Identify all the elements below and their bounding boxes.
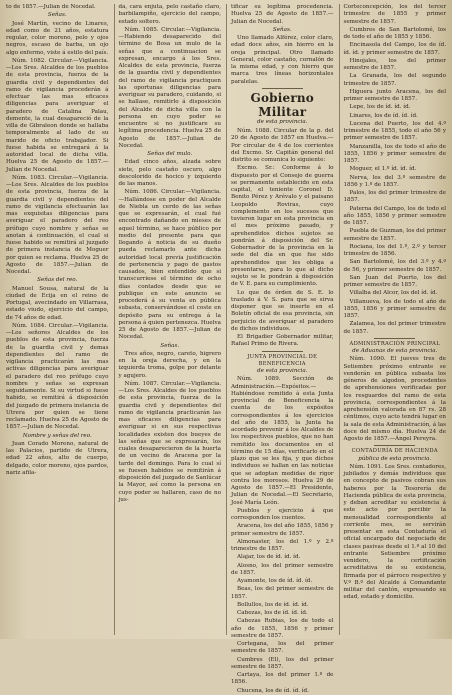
column-4 — [339, 4, 447, 635]
column-2 — [114, 4, 222, 635]
paragraph: Villanueva, los de todo el año de 1855, 1856 y primer semestre de 1857. — [343, 298, 446, 319]
caption: Señas del reo. — [37, 277, 78, 284]
paragraph: José Martín, vecino de Linares, edad como de 21 años, estatura regular, color moreno, pelo y ojos negros, escaso de barba, un ojo algo enfermo, viste á estilo del país. — [6, 20, 109, 56]
section-subtitle: pública de esta provincia. — [358, 455, 432, 462]
caption: Señas del mulo. — [147, 151, 193, 157]
section-title: JUNTA PROVINCIAL DE BENEFICENCIA — [247, 353, 318, 367]
paragraph: Manzanilla, los de todo el año de 1855, 1856 y primer semestre de 1857. — [343, 143, 446, 164]
paragraph: Lo que de órden de S. E. lo traslado á V. S. para que se sirva disponer que se inserte en el Boletín oficial de esa provincia, sin perjuicio de averiguar el paradero de dichos individuos. — [231, 289, 334, 332]
paragraph: Lucena del Puerto, los del 4.º trimestre de 1855, todo el año 56 y primer semestre de 1857. — [343, 120, 446, 142]
paragraph: to de 1857.—Julian de Nocedal. — [6, 4, 96, 10]
paragraph: Hinojales, los del primer semestre de 1857. — [343, 57, 446, 71]
paragraph: Alosno, los del primer semestre de 1857. — [231, 562, 334, 576]
paragraph: Zalamea, los del primer trimestre de 1857. — [343, 321, 446, 335]
column-3 — [226, 4, 334, 694]
paragraph: Cumbres de San Bartolomé, los de todo el año de 1855 y 1856. — [343, 26, 446, 40]
paragraph: Palos, los del primer trimestre de 1857. — [343, 190, 446, 204]
paragraph: Bollullos, los de íd. íd. íd. — [237, 601, 309, 608]
paragraph: Puebla de Guzman, los del primer semestre de 1857. — [343, 228, 446, 242]
section-divider — [374, 445, 415, 446]
section-subheading: de esta provincia. — [257, 118, 308, 125]
caption: Señas. — [272, 26, 292, 33]
paragraph: Villalba del Alcor, los del íd. íd. — [349, 290, 438, 297]
paragraph: San Bartolomé, los del 3.º y 4.º de 56, y primer semestre de 1857. — [343, 259, 446, 273]
paragraph: Cumbres (El), los del primer semestre de 1857. — [231, 656, 334, 670]
paragraph: Núm. 1084. Circular.—Vigilancia.—Los señores Alcaldes de los pueblos de esta provincia, fuerza de la guardia civil y demas dependientes del ramo de vigilancia practicarán las mas activas diligencias para averiguar el paradero del reo prófugo cuyo nombre y señas se expresan seguidamente. Si su virtud si fuese habido, se remitirá á disposición del juzgado de primera instancia de Utrera por quien se tiene reclamado. Huelva 25 de Agosto de 1857.—Julian de Nocedal. — [6, 322, 109, 431]
paragraph: Uno llamado Alférez, color claro, edad doce años, sin hierro en la oreja principal. Otro llamado General, color castaño, cornalón de la misma edad, y con hierro que marca tres líneas horizontales paralelas. — [231, 35, 334, 85]
paragraph: Rociana, los del 1.º, 2.º y tercer trimestre de 1856. — [343, 243, 446, 257]
column-1 — [6, 4, 109, 635]
paragraph: Nerva, los del 3.º semestre de 1856 y 1.º de 1857. — [343, 174, 446, 188]
section-title: CONTADURÍA DE HACIENDA — [351, 448, 438, 455]
section-subtitle: de Aduanas de esta provincia. — [352, 348, 438, 354]
paragraph: Beas, los del primer semestre de 1857. — [231, 586, 334, 600]
paragraph: Cartaya, los del primer 1.º de 1856. — [231, 672, 334, 686]
paragraph: Lepe, los de íd. íd. íd. — [349, 104, 411, 111]
paragraph: El Brigadier Gobernador militar, Rafael Primo de Rivera. — [231, 334, 334, 348]
paragraph: tificar su legítima procedencia. Huelva 25 de Agosto de 1857.—Julian de Nocedal. — [231, 4, 334, 25]
paragraph: Excmo. Sr.: Conforme á lo dispuesto por el Consejo de guerra se permanente establecido en esta capital, el teniente Coronel D. Benito Pérez y Arévalo y el paisano Leopoldo Roviras, cuyo complemento en los sucesos que tuvieron lugar en esta provincia en el mes próximo pasado, y aprehendidos dichos sujetos se pondrán á disposición del Sr. Gobernador de la provincia en la sede del día en que fue sido aprehendidos que les obliga a presentarse, para lo que al dicho sujeto se le pondrán á disposición de V. E. para su cumplimiento. — [231, 165, 334, 288]
paragraph: Almonaster, los del 1.º y 2.º trimestre de 1857. — [231, 538, 334, 552]
section-divider — [262, 351, 303, 352]
paragraph: Núm. 1086. Circular.—Vigilancia.—Hallándose en poder del Alcalde de Niebla un cerdo de las señas que se expresarán, el cual fué encontrado dañando en mieses de aquel término, se hace público por medio del presente para que llegando á noticia de su dueño pueda reclamarlo ante dicha autoridad local previa justificación de pertenencia y pago de gastos causados, bien entendido que si transcurriese el término de ocho días contados desde que se publique en este anuncio se procederá á su venta en pública subasta, conservándose el coste en depósito para su entrega á la persona á quien pertenezca. Huelva 25 de Agosto de 1857.—Julian de Nocedal. — [118, 189, 221, 341]
paragraph: Núm. 1085. Circular.—Vigilancia.—Habiendo desaparecido del término de Bosa un mulo de la señas que a continuacion se expresan, encargo á los Sres. Alcaldes de esta provincia, fuerza de la guardia civil y dependientes del ramo de vigilancia practiquen las oportunas diligencias para averiguar su paradero, cuidando, si se hallase, remitirlo á disposición del Alcalde de dicha villa con la persona en cuyo poder se encuentre si no justificare su legítima procedencia. Huelva 25 de Agosto de 1857.—Julian de Nocedal. — [118, 26, 221, 149]
paragraph: Alajar, los de íd. íd. íd. — [237, 554, 301, 561]
paragraph: Tres años, negro, careto, higrero en la oreja derecha, y en la izquierda troma, golpe por delante y agujero. — [118, 350, 221, 379]
paragraph: Cabezas Rubias, los de todo el año de 1855, 1856 y primer semestre de 1857. — [231, 618, 334, 639]
paragraph: Moguer, el 1.º íd. íd. íd. — [349, 166, 417, 173]
paragraph: Núm. 1087. Circular.—Vigilancia.—Los Sres. Alcaldes de los pueblos de esta provincia, fuerza de la guardia civil y dependientes del ramo de vigilancia practicarán las mas eficaces diligencias para averiguar si en sus respectivas localidades existen dos bueyes de las señas que se expresarán, los cuales desaparecieron de la huerta de un vecino de Aracena por la tarde del domingo. Para lo cual sí se fuesen habidos se remitirán á disposición del juzgado de Sanlúcar la Mayor, así como la persona en cuyo poder se hallaren, caso de no jus- — [118, 380, 221, 503]
paragraph: Higuera junto Aracena, los del primer semestre de 1857. — [343, 88, 446, 102]
paragraph: Núm. 1083. Circular.—Vigilancia.—Los Sres. Alcaldes de los pueblos de esta provincia, fuerza de la guardia civil y dependientes del ramo de vigilancia efectuarán las mas exquisitas diligencias para averiguar el paradero del reo prófugo cuyo nombre y señas se anotan á continuación, el cual si fuese habido se remitirá al juzgado de primera instancia de Moguer por quien se reclama. Huelva 25 de Agosto de 1857.—Julian de Nocedal. — [6, 174, 109, 275]
paragraph: Encinasola del Campo, los de íd. íd. íd. y primer semestre de 1857. — [343, 42, 446, 56]
caption: Señas. — [160, 342, 180, 349]
paragraph: Cabezas, los de íd. íd. íd. — [237, 610, 308, 616]
paragraph: da, cara enjuta, pelo castaño claro, barbilampiño, ejercicio del campo, estado soltero. — [118, 4, 221, 25]
paragraph: Juan Corado Moreno, natural de las Palacios, partido de Utrera, edad 22 años, alto de cuerpo, delgado, color moreno, ojos pardos, nariz afila- — [6, 440, 109, 476]
paragraph: Linares, los de íd. íd. íd. — [349, 112, 418, 119]
caption: Señas. — [47, 12, 67, 19]
paragraph: Cortegana, los del primer semestre de 1857. — [231, 641, 334, 655]
paragraph: La Granada, los del segundo trimestre de 1857. — [343, 73, 446, 87]
paragraph: Manuel Sousa, natural de la ciudad de Ecija en el reino de Portugal, avecindado en Villarrasa, estado viudo, ejercicio del campo, de 74 años de edad. — [6, 285, 109, 321]
paragraph: Núm. 1088. Circular de la p. del 20 de Agosto de 1857 en Huelva.—Por circular de 4 de los corrientes del Excmo. Sr. Capitán general del distrito se comunica lo siguiente: — [231, 128, 334, 163]
paragraph: Ayamonte, los de íd. íd. íd. — [237, 578, 313, 584]
paragraph: Edad cinco años, alzada sobre siete, pelo castaño oscuro, algo descolorido de hocico y izquierdo de las manos. — [118, 159, 221, 187]
paragraph: Chucena, los de íd. íd. íd. — [237, 687, 309, 694]
paragraph: Núm. 1090. El jueves tres de Setiembre próximo entrante se venderán en pública subasta los géneros de algodon, procedentes de aprehensiones verificadas por los resguardos del ramo de esta provincia, correspondientes á la aprehensión valorada en 87 rs. 28 céntimos, cuyo acto tendrá lugar en la sala de esta Administración, á las doce del mismo día. Huelva 24 de Agosto de 1857.—Ángel Pereyra. — [343, 356, 446, 442]
paragraph: Núm. 1089. Sección de Administración.—Expósitos.—Habiéndose remitido á esta Junta provincial de Beneficencia la cuenta de los expósitos correspondientes á los ejercicios del año de 1855, la Junta ha acordado prevenir á los Alcaldes de los respectivos pueblos, que no han remitido los documentos en el término de 15 días, verificarlo en el plazo que se les fija, y que dichos individuos se hallan en las noticias que se adoptan medidas de rigor contra los morosos. Huelva 29 de Agosto de 1857.—El Presidente, Julian de Nocedal.—El Secretario, José María León. — [231, 376, 334, 506]
caption: Nombre y señas del reo. — [22, 432, 92, 439]
paragraph: San Juan del Puerto, los del primer semestre de 1857. — [343, 274, 446, 288]
section-heading: Gobierno Militar — [250, 90, 314, 119]
paragraph: Núm. 1091. Los Sres. contadores, jubilados y demás individuos que en concepto de pasivos cobran sus haberes por la Tesorería de Hacienda pública de esta provincia, y deban acreditar su existencia á este acto por percibir la mensualidad correspondiente al corriente mes, se servirán presentar en esta Contaduría el oficial encargado del negociado de clases pasivas desde el 1.º al 10 del entrante Setiembre próximo venidero, la certificación acreditativa de su existencia, firmada por el párroco respectivo y V.º B.º del Alcalde á Comandante militar del cantón, expresando su edad, estado y domicilio. — [343, 463, 446, 601]
section-subtitle: de esta provincia. — [257, 368, 308, 374]
section-divider — [374, 338, 415, 339]
paragraph: Aracena, los del año 1855, 1856 y primer semestre de 1857. — [231, 523, 334, 537]
paragraph: Núm. 1082. Circular.—Vigilancia.—Los Sres. Alcaldes de los pueblos de esta provincia, fuerza de la guardia civil y dependientes del ramo de vigilancia procederán á efectuar las mas eficaces diligencias para averiguar el paradero de Catalina Palau, demente, la cual desapareció de la villa de Gibraleon donde se hallaba temporalmente al lado de su marido de oficio trabajador. Si fuese habida se entregará á la autoridad local de dicha villa. Huelva 25 de Agosto de 1857.—Julian de Nocedal. — [6, 57, 109, 173]
paragraph: Pueblos y ejercicio á que corresponden los cuentos. — [231, 507, 334, 521]
paragraph: Paterna del Campo, los de todo el año 1855, 1856 y primer semestre de 1857. — [343, 205, 446, 226]
paragraph: Corteconcepción, los del tercer trimestre de 1855 y primer semestre de 1857. — [343, 4, 446, 25]
section-title: ADMINISTRACIÓN PRINCIPAL — [349, 340, 440, 347]
section-divider — [262, 88, 303, 89]
